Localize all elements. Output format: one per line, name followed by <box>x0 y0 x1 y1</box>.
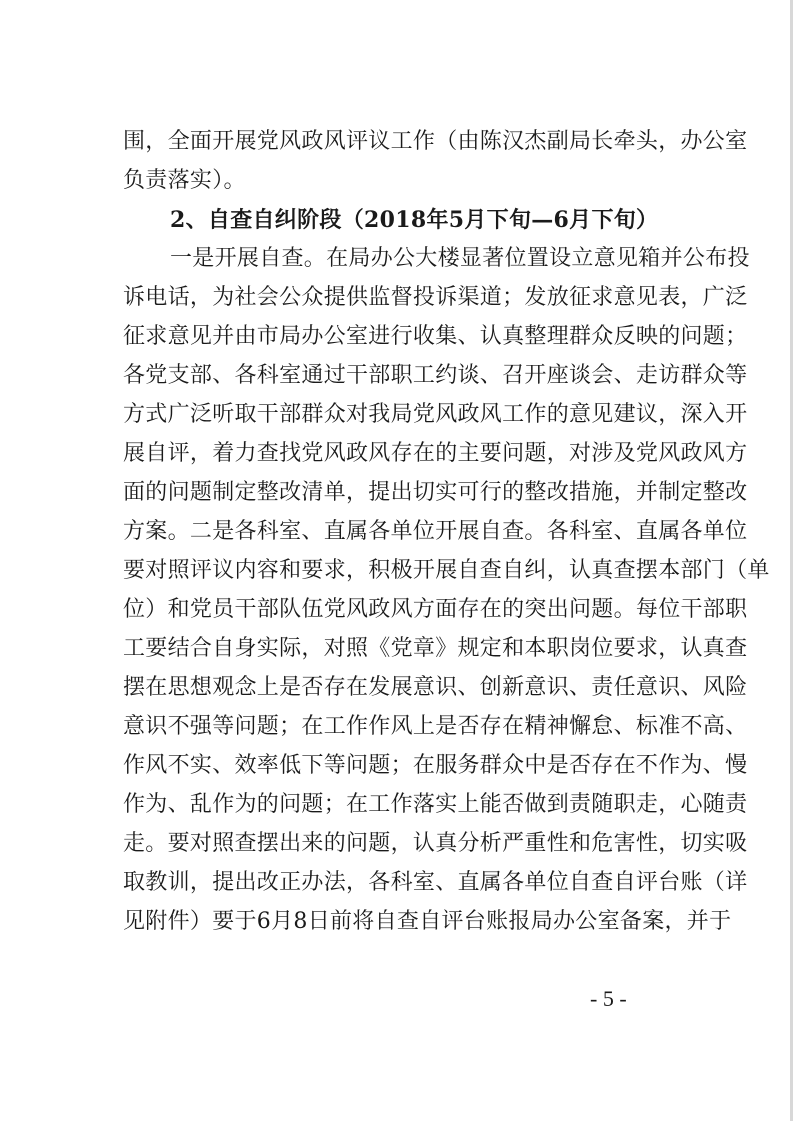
text-line <box>0 590 793 630</box>
text-line <box>0 278 793 318</box>
line-text: 展自评，着力查找党风政风存在的主要问题，对涉及党风政风方 <box>123 441 748 466</box>
line-text: 方案。二是各科室、直属各单位开展自查。各科室、直属各单位 <box>123 519 748 544</box>
line-text: 作为、乱作为的问题；在工作落实上能否做到责随职走，心随责 <box>123 792 748 817</box>
section-heading <box>0 200 793 240</box>
text-line <box>0 863 793 903</box>
line-text: 摆在思想观念上是否存在发展意识、创新意识、责任意识、风险 <box>123 675 748 700</box>
text-line <box>0 629 793 669</box>
line-text: 走。要对照查摆出来的问题，认真分析严重性和危害性，切实吸 <box>123 831 748 856</box>
line-text: 位）和党员干部队伍党风政风方面存在的突出问题。每位干部职 <box>123 597 748 622</box>
text-line <box>0 668 793 708</box>
text-line <box>0 239 793 279</box>
text-line <box>0 122 793 162</box>
line-text: 意识不强等问题；在工作作风上是否存在精神懈怠、标准不高、 <box>123 714 748 739</box>
text-line <box>0 473 793 513</box>
line-text: 要对照评议内容和要求，积极开展自查自纠，认真查摆本部门（单 <box>123 558 770 583</box>
text-line <box>0 512 793 552</box>
line-text: 作风不实、效率低下等问题；在服务群众中是否存在不作为、慢 <box>123 753 748 778</box>
text-line <box>0 434 793 474</box>
text-line <box>0 785 793 825</box>
line-text: 面的问题制定整改清单，提出切实可行的整改措施，并制定整改 <box>123 480 748 505</box>
text-line <box>0 824 793 864</box>
line-text: 取教训，提出改正办法，各科室、直属各单位自查自评台账（详 <box>123 870 748 895</box>
line-text: 各党支部、各科室通过干部职工约谈、召开座谈会、走访群众等 <box>123 363 748 388</box>
line-text: 征求意见并由市局办公室进行收集、认真整理群众反映的问题； <box>123 324 748 349</box>
text-line <box>0 551 793 591</box>
text-line <box>0 395 793 435</box>
line-text: 方式广泛听取干部群众对我局党风政风工作的意见建议，深入开 <box>123 402 748 427</box>
line-text: 诉电话，为社会公众提供监督投诉渠道；发放征求意见表，广泛 <box>123 285 748 310</box>
text-line <box>0 356 793 396</box>
text-line <box>0 902 793 942</box>
text-line <box>0 707 793 747</box>
text-line <box>0 746 793 786</box>
line-text: 工要结合自身实际，对照《党章》规定和本职岗位要求，认真查 <box>123 636 748 661</box>
line-text: 负责落实）。 <box>123 168 246 193</box>
line-text: 围，全面开展党风政风评议工作（由陈汉杰副局长牵头，办公室 <box>123 129 748 154</box>
text-line <box>0 317 793 357</box>
line-text: 一是开展自查。在局办公大楼显著位置设立意见箱并公布投 <box>170 246 750 271</box>
section-heading-text: 2、自查自纠阶段（2018年5月下旬—6月下旬） <box>170 207 659 233</box>
line-text: 见附件）要于6月8日前将自查自评台账报局办公室备案，并于 <box>123 909 732 934</box>
page-number: - 5 - <box>590 986 627 1011</box>
text-line <box>0 161 793 201</box>
